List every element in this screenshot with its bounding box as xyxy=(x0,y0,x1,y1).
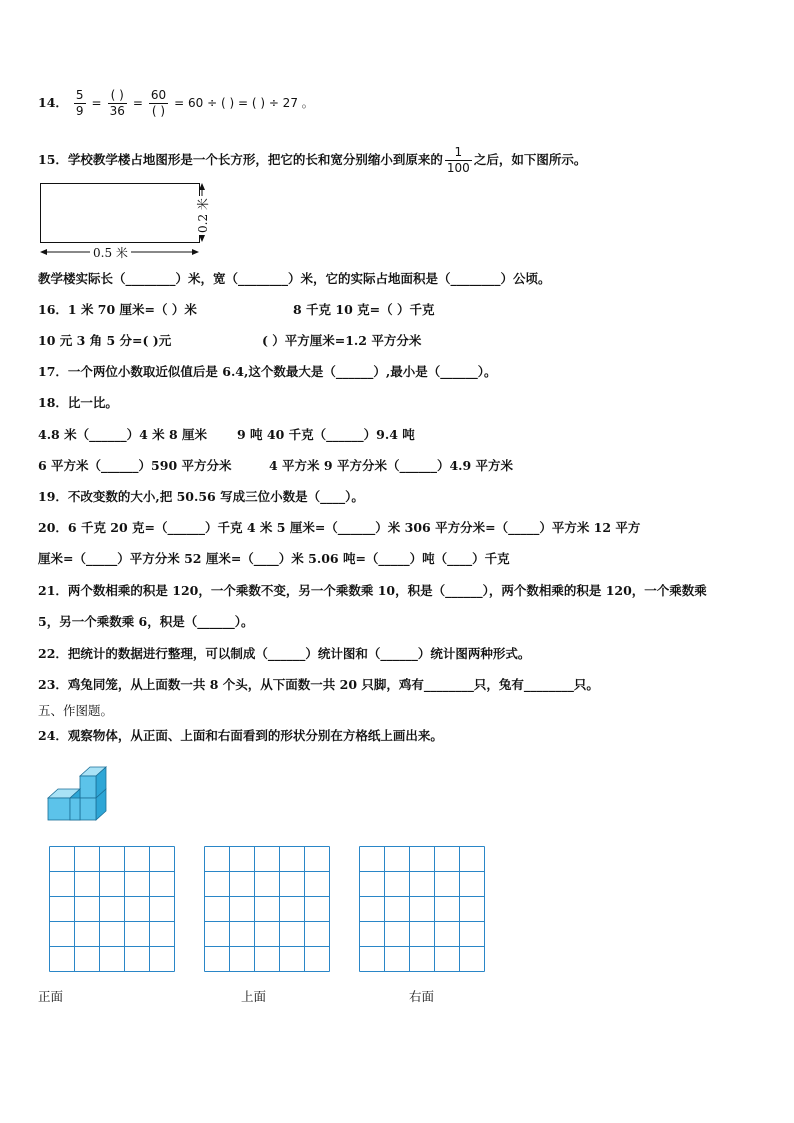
caption-right: 右面 xyxy=(409,989,435,1004)
question-15: 15．学校教学楼占地图形是一个长方形，把它的长和宽分别缩小到原来的 $\frac{1}{100}$ 之后，如下图所示。 xyxy=(38,145,587,175)
q16-line1-b: 8 千克 10 克=（ ）千克 xyxy=(293,302,435,317)
grid-front-view[interactable] xyxy=(49,846,175,972)
equation-rest: = 60 ÷ ( ) = ( ) ÷ 27 。 xyxy=(174,96,314,110)
q18-row2-a: 6 平方米（______）590 平方分米 xyxy=(38,458,232,473)
grid-right-view[interactable] xyxy=(359,846,485,972)
q21-line1: 21．两个数相乘的积是 120，一个乘数不变，另一个乘数乘 10，积是（______），两个数相乘的积是 120，一个乘数乘 xyxy=(38,583,707,598)
question-18-title: 18．比一比。 xyxy=(38,395,118,410)
q18-row2-b: 4 平方米 9 平方分米（______）4.9 平方米 xyxy=(269,458,514,473)
question-14: 14． $\frac{5}{9}$ = $\frac{( )}{36}$ = $\frac{60}{( )}$ = 60 ÷ ( ) = ( ) ÷ 27 。 xyxy=(38,88,314,118)
q20-line2: 厘米=（_____）平方分米 52 厘米=（____）米 5.06 吨=（_____）吨（____）千克 xyxy=(38,551,510,566)
fraction-5-9: $\frac{5}{9}$ xyxy=(75,88,84,118)
fraction-60-blank: $\frac{60}{( )}$ xyxy=(150,88,167,118)
caption-top: 上面 xyxy=(241,989,267,1004)
question-19: 19．不改变数的大小,把 50.56 写成三位小数是（____）。 xyxy=(38,489,364,504)
question-22: 22．把统计的数据进行整理，可以制成（______）统计图和（______）统计图两种形式。 xyxy=(38,646,531,661)
question-24: 24．观察物体，从正面、上面和右面看到的形状分别在方格纸上画出来。 xyxy=(38,728,443,743)
q16-line2-b: ( ）平方厘米=1.2 平方分米 xyxy=(262,333,422,348)
caption-front: 正面 xyxy=(38,989,64,1004)
grid-top-view[interactable] xyxy=(204,846,330,972)
section-5-title: 五、作图题。 xyxy=(38,703,114,718)
q21-line2: 5，另一个乘数乘 6，积是（______）。 xyxy=(38,614,254,629)
q18-row1-a: 4.8 米（______）4 米 8 厘米 xyxy=(38,427,208,442)
question-17: 17．一个两位小数取近似值后是 6.4,这个数最大是（______）,最小是（______）。 xyxy=(38,364,497,379)
stacked-cubes-figure xyxy=(44,766,110,828)
width-label: 0.5 米 xyxy=(90,244,131,261)
height-label: 0.2 米 xyxy=(196,198,210,233)
q16-line1-a: 16．1 米 70 厘米=（ ）米 xyxy=(38,302,197,317)
q15-answer-line: 教学楼实际长（________）米，宽（________）米，它的实际占地面积是（________）公顷。 xyxy=(38,271,551,286)
q16-line2-a: 10 元 3 角 5 分=( )元 xyxy=(38,333,172,348)
fraction-1-100: $\frac{1}{100}$ xyxy=(446,145,470,175)
q20-line1: 20．6 千克 20 克=（______）千克 4 米 5 厘米=（______）米 306 平方分米=（_____）平方米 12 平方 xyxy=(38,520,641,535)
fraction-blank-36: $\frac{( )}{36}$ xyxy=(109,88,125,118)
question-number: 14． xyxy=(38,95,68,110)
question-23: 23．鸡兔同笼，从上面数一共 8 个头，从下面数一共 20 只脚，鸡有________只，兔有________只。 xyxy=(38,677,599,692)
q18-row1-b: 9 吨 40 千克（______）9.4 吨 xyxy=(237,427,415,442)
